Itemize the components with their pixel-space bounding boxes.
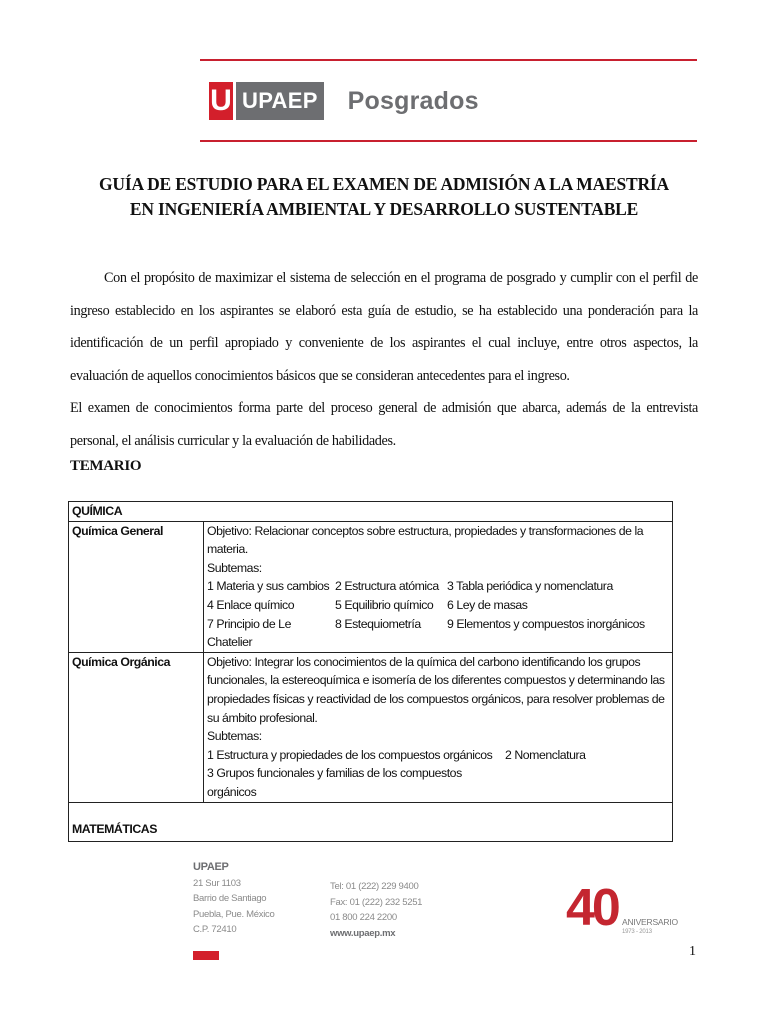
subtema-item: 2 Estructura atómica	[335, 579, 439, 594]
logo-u-mark: U	[209, 82, 233, 120]
address-line: Barrio de Santiago	[193, 893, 267, 904]
intro-paragraph-1: Con el propósito de maximizar el sistema de selección en el programa de posgrado y cumplir con el perfil de ingreso establecido en los aspirantes se elaboró esta guía de estudio, se ha establecido una ponderación para la identificación de un perfil apropiado y conveniente de los aspirantes el cual incluye, entre otros aspectos, la evaluación de aquellos conocimientos básicos que se consideran antecedentes para el ingreso.	[70, 270, 698, 384]
contact-line: 01 800 224 2200	[330, 912, 397, 923]
subtema-item: 6 Ley de masas	[447, 597, 528, 612]
document-title-line-2: EN INGENIERÍA AMBIENTAL Y DESARROLLO SUSTENTABLE	[129, 199, 639, 219]
logo-subtitle: Posgrados	[347, 87, 479, 115]
anniversary-label	[622, 917, 678, 937]
footer-org: UPAEP	[193, 861, 229, 873]
contact-line: Tel: 01 (222) 229 9400	[330, 881, 419, 892]
website-link[interactable]: www.upaep.mx	[330, 927, 396, 939]
subject-detail-quimica-general	[204, 521, 673, 652]
subtema-item: 4 Enlace químico	[207, 597, 295, 612]
subtema-item: 3 Tabla periódica y nomenclatura	[447, 579, 613, 594]
subtema-item: 1 Materia y sus cambios	[207, 579, 330, 594]
subtema-item: 1 Estructura y propiedades de los compuestos orgánicos	[207, 747, 493, 762]
subtema-item: 8 Estequiometría	[335, 616, 421, 631]
address-line: C.P. 72410	[193, 924, 237, 935]
objetivo-text: Objetivo: Relacionar conceptos sobre estructura, propiedades y transformaciones de la materia.	[207, 523, 644, 557]
anniversary-years: 1973 - 2013	[622, 929, 652, 935]
subtemas-label: Subtemas:	[207, 729, 262, 744]
header-top-rule	[200, 59, 697, 61]
subtema-item: 9 Elementos y compuestos inorgánicos	[447, 616, 645, 631]
address-line: 21 Sur 1103	[193, 877, 241, 889]
anniversary-text: ANIVERSARIO	[622, 917, 678, 927]
subtema-item: 5 Equilibrio químico	[335, 597, 434, 612]
subtema-item: 3 Grupos funcionales y familias de los compuestos orgánicos	[207, 766, 462, 799]
contact-line: Fax: 01 (222) 232 5251	[330, 896, 423, 908]
logo-wordmark: UPAEP	[236, 82, 324, 120]
document-title-line-1: GUÍA DE ESTUDIO PARA EL EXAMEN DE ADMISIÓN A LA MAESTRÍA	[99, 174, 669, 194]
intro-text	[70, 262, 698, 457]
page-number: 1	[689, 944, 696, 959]
temario-heading: TEMARIO	[70, 458, 142, 474]
upaep-posgrados-logo	[209, 82, 479, 120]
footer-contact	[330, 879, 422, 941]
anniversary-40-logo: 40	[566, 879, 618, 937]
objetivo-text: Objetivo: Integrar los conocimientos de la química del carbono identificando los grupos funcionales, la estereoquímica e isomería de los diferentes compuestos y determinando las propiedades físicas y reactividad de los compuestos orgánicos, para resolver problemas de su ámbito profesional.	[207, 654, 665, 725]
subject-quimica-organica: Química Orgánica	[69, 652, 204, 802]
header-bottom-rule	[200, 140, 697, 142]
footer-red-bar	[193, 951, 219, 960]
subtemas-label: Subtemas:	[207, 560, 262, 575]
intro-paragraph-2: El examen de conocimientos forma parte del proceso general de admisión que abarca, además de la entrevista personal, el análisis curricular y la evaluación de habilidades.	[70, 400, 698, 449]
subtemas-list	[207, 746, 669, 802]
section-header-matematicas: MATEMÁTICAS	[69, 802, 673, 841]
subtema-item: 7 Principio de Le Chatelier	[207, 616, 291, 650]
subject-quimica-general: Química General	[69, 521, 204, 652]
footer-address	[193, 860, 274, 938]
subtema-item: 2 Nomenclatura	[505, 747, 586, 762]
address-line: Puebla, Pue. México	[193, 908, 275, 920]
section-header-quimica: QUÍMICA	[69, 502, 673, 522]
subtemas-list	[207, 577, 669, 651]
temario-table	[68, 501, 673, 842]
subject-detail-quimica-organica	[204, 652, 673, 802]
